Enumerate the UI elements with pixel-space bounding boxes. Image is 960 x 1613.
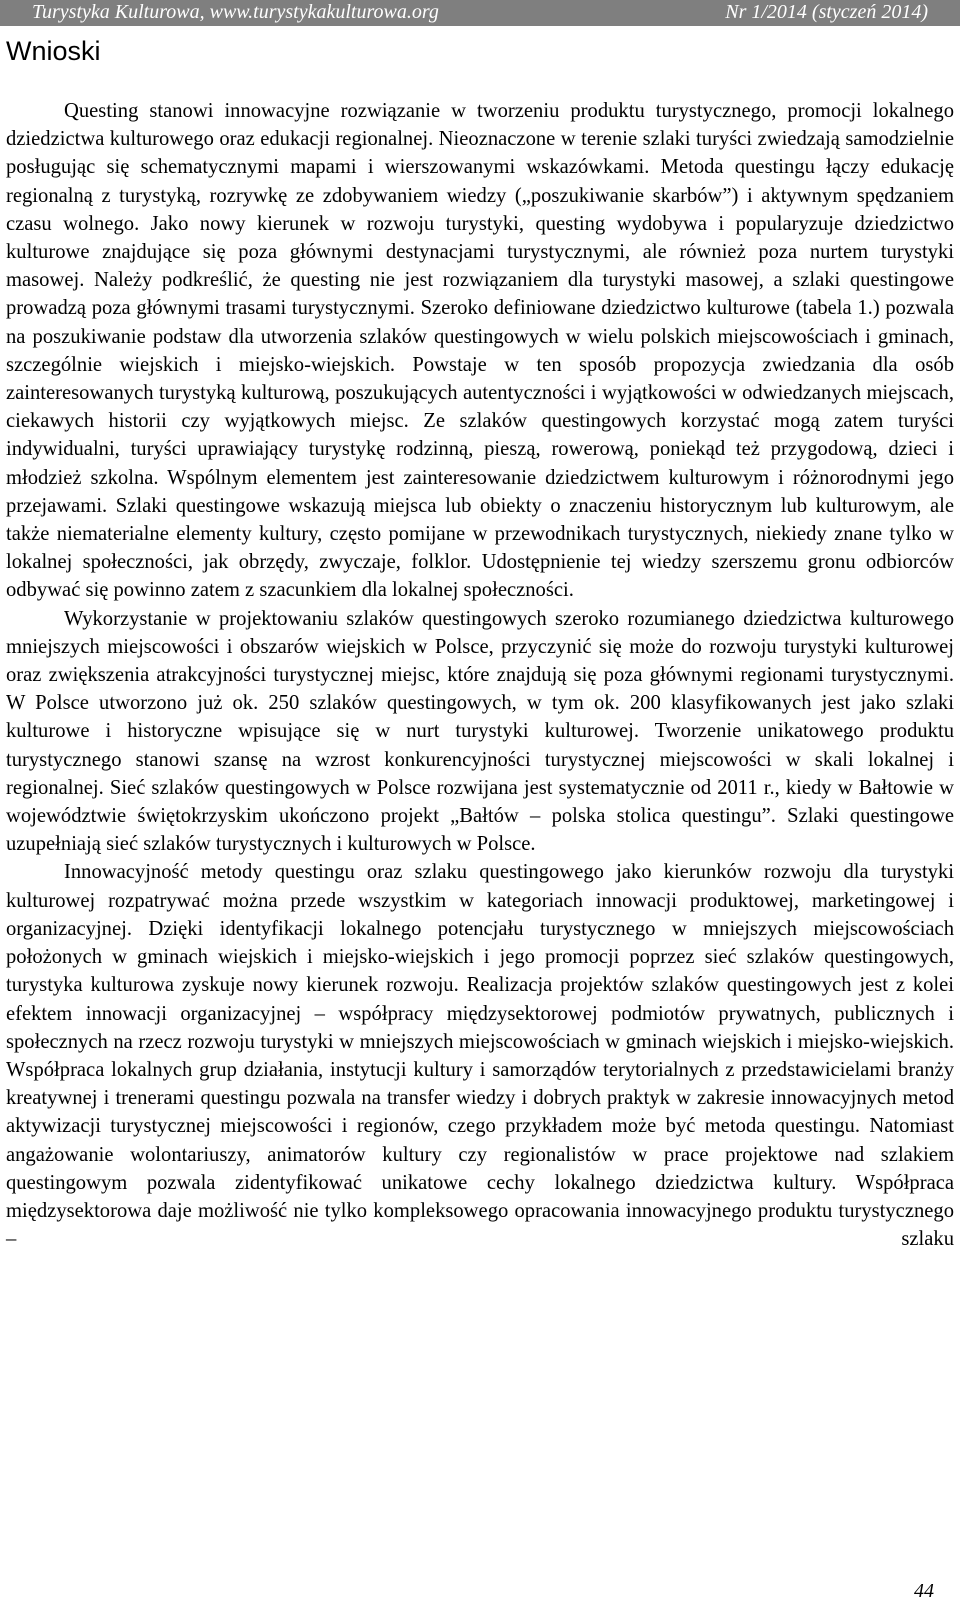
running-header [0, 0, 960, 26]
paragraph-1: Questing stanowi innowacyjne rozwiązanie w tworzeniu produktu turystycznego, promocji lokalnego dziedzictwa kulturowego oraz edukacji regionalnej. Nieoznaczone w terenie szlaki turyści zwiedzają samodzielnie posługując się schematycznymi mapami i wierszowanymi wskazówkami. Metoda questingu łączy edukację regionalną z turystyką, rozrywkę ze zdobywaniem wiedzy („poszukiwanie skarbów”) i aktywnym spędzaniem czasu wolnego. Jako nowy kierunek w rozwoju turystyki, questing wydobywa i popularyzuje dziedzictwo kulturowe znajdujące się poza głównymi destynacjami turystycznymi, ale również poza nurtem turystyki masowej. Należy podkreślić, że questing nie jest rozwiązaniem dla turystyki masowej, a szlaki questingowe prowadzą poza głównymi trasami turystycznymi. Szeroko definiowane dziedzictwo kulturowe (tabela 1.) pozwala na poszukiwanie podstaw dla utworzenia szlaków questingowych w wielu polskich miejscowościach i gminach, szczególnie wiejskich i miejsko-wiejskich. Powstaje w ten sposób propozycja zwiedzania dla osób zainteresowanych turystyką kulturową, poszukujących autentyczności i wyjątkowości w odwiedzanych miejscach, ciekawych historii czy wyjątkowych miejsc. Ze szlaków questingowych korzystać mogą zatem turyści indywidualni, turyści uprawiający turystykę rodzinną, pieszą, rowerową, poniekąd też przygodową, dzieci i młodzież szkolna. Wspólnym elementem jest zainteresowanie dziedzictwem kulturowym i różnorodnymi jego przejawami. Szlaki questingowe wskazują miejsca lub obiekty o znaczeniu historycznym lub kulturowym, ale także niematerialne elementy kultury, często pomijane w przewodnikach turystycznych, niekiedy znane tylko w lokalnej społeczności, jak obrzędy, zwyczaje, folklor. Udostępnienie tej wiedzy szerszemu gronu odbiorców odbywać się powinno zatem z szacunkiem dla lokalnej społeczności. [6, 100, 954, 602]
page-number: 44 [914, 1580, 934, 1602]
section-title: Wnioski [6, 36, 101, 66]
body-text [6, 97, 954, 1253]
journal-title: Turystyka Kulturowa, www.turystykakulturowa.org [32, 1, 439, 23]
issue-number: Nr 1/2014 (styczeń 2014) [725, 1, 928, 23]
paragraph-2: Wykorzystanie w projektowaniu szlaków questingowych szeroko rozumianego dziedzictwa kulturowego mniejszych miejscowości i obszarów wiejskich w Polsce, przyczynić się może do rozwoju turystyki kulturowej oraz zwiększenia atrakcyjności turystycznej miejsc, które znajdują się poza głównymi regionami turystycznymi. W Polsce utworzono już ok. 250 szlaków questingowych, w tym ok. 200 klasyfikowanych jest jako szlaki kulturowe i historyczne wpisujące się w nurt turystyki kulturowej. Tworzenie unikatowego produktu turystycznego stanowi szansę na wzrost konkurencyjności turystycznej miejscowości w skali lokalnej i regionalnej. Sieć szlaków questingowych w Polsce rozwijana jest systematycznie od 2011 r., kiedy w Bałtowie w województwie świętokrzyskim ukończono projekt „Bałtów – polska stolica questingu”. Szlaki questingowe uzupełniają sieć szlaków turystycznych i kulturowych w Polsce. [6, 607, 954, 856]
paragraph-3: Innowacyjność metody questingu oraz szlaku questingowego jako kierunków rozwoju dla turystyki kulturowej rozpatrywać można przede wszystkim w kategoriach innowacji produktowej, marketingowej i organizacyjnej. Dzięki identyfikacji lokalnego potencjału turystycznego w mniejszych miejscowościach położonych w gminach wiejskich i miejsko-wiejskich i jego promocji poprzez sieć szlaków questingowych, turystyka kulturowa zyskuje nowy kierunek rozwoju. Realizacja projektów szlaków questingowych jest z kolei efektem innowacji organizacyjnej – współpracy międzysektorowej podmiotów prywatnych, publicznych i społecznych na rzecz rozwoju turystyki w mniejszych miejscowościach w gminach wiejskich i miejsko-wiejskich. Współpraca lokalnych grup działania, instytucji kultury i samorządów terytorialnych z przedstawicielami branży kreatywnej i trenerami questingu pozwala na transfer wiedzy i dobrych praktyk w zakresie innowacyjnych metod aktywizacji turystycznej miejscowości i regionów, czego przykładem może być metoda questingu. Natomiast angażowanie wolontariuszy, animatorów kultury czy regionalistów w prace projektowe nad szlakiem questingowym pozwala zidentyfikować unikatowe cechy lokalnego dziedzictwa kultury. Współpraca międzysektorowa daje możliwość nie tylko kompleksowego opracowania innowacyjnego produktu turystycznego – szlaku [6, 861, 954, 1251]
